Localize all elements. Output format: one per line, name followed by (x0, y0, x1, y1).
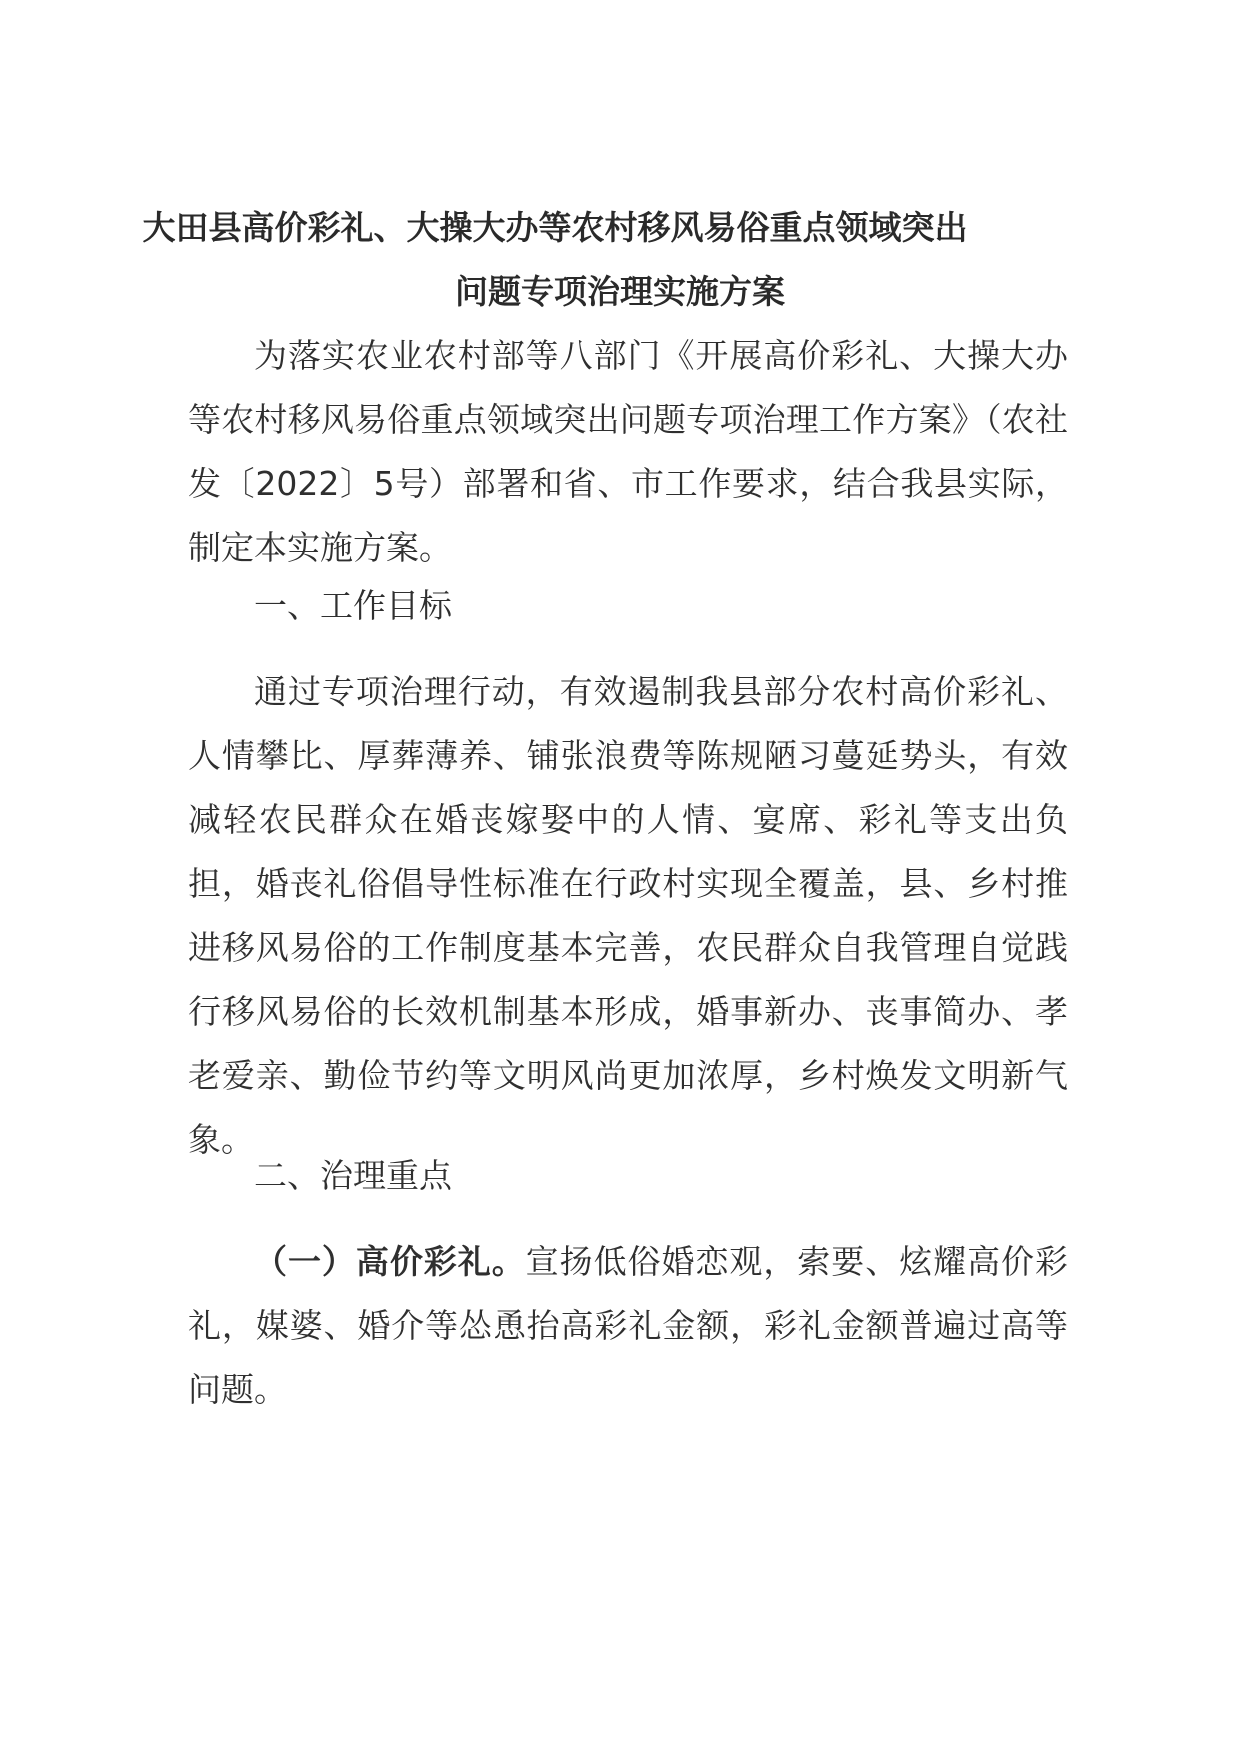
section-1-paragraph: 通过专项治理行动，有效遏制我县部分农村高价彩礼、人情攀比、厚葬薄养、铺张浪费等陈规陋习蔓延势头，有效减轻农民群众在婚丧嫁娶中的人情、宴席、彩礼等支出负担，婚丧礼俗倡导性标准在行政村实现全覆盖，县、乡村推进移风易俗的工作制度基本完善，农民群众自我管理自觉践行移风易俗的长效机制基本形成，婚事新办、丧事简办、孝老爱亲、勤俭节约等文明风尚更加浓厚，乡村焕发文明新气象。 (188, 672, 1068, 1159)
title-line-2: 问题专项治理实施方案 (455, 272, 785, 311)
title-line-1: 大田县高价彩礼、大操大办等农村移风易俗重点领域突出 (142, 208, 968, 247)
document-title (0, 196, 1240, 324)
section-1-heading: 一、工作目标 (254, 586, 452, 625)
section-2-heading-block (188, 1144, 1068, 1208)
intro-paragraph: 为落实农业农村部等八部门《开展高价彩礼、大操大办等农村移风易俗重点领域突出问题专项治理工作方案》（农社发〔2022〕5号）部署和省、市工作要求，结合我县实际，制定本实施方案。 (188, 336, 1068, 567)
item-1-paragraph (188, 1230, 1068, 1422)
item-1-body: 宣扬低俗婚恋观，索要、炫耀高价彩礼，媒婆、婚介等怂恿抬高彩礼金额，彩礼金额普遍过高等问题。 (188, 1242, 1069, 1409)
section-1-body-block (188, 660, 1068, 1172)
intro-block (188, 324, 1068, 580)
section-1-heading-block (188, 574, 1068, 638)
section-2-heading: 二、治理重点 (254, 1156, 452, 1195)
item-1-title: （一）高价彩礼。 (254, 1242, 526, 1281)
item-1-block (188, 1230, 1068, 1422)
